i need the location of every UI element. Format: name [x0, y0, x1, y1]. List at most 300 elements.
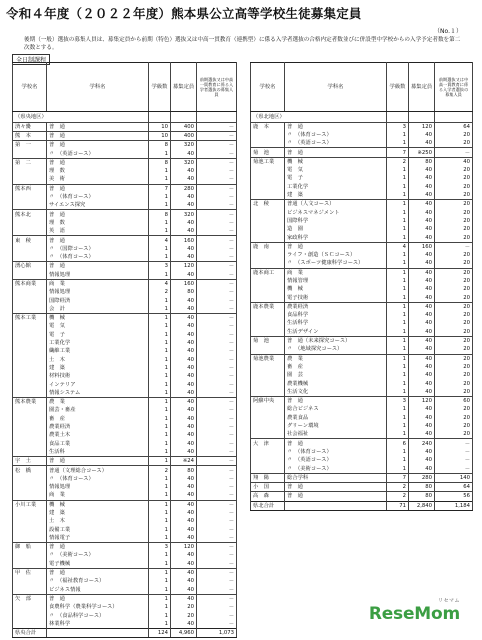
table-row [13, 483, 237, 491]
capacity-value: 40 [171, 193, 197, 201]
early-selection-value: 20 [435, 225, 473, 233]
school-name [13, 288, 47, 296]
department-name: 普 通 [47, 236, 149, 245]
table-row [13, 380, 237, 388]
early-selection-value: － [197, 525, 237, 533]
class-count: 1 [149, 167, 171, 175]
capacity-value: 40 [171, 372, 197, 380]
capacity-value: 40 [409, 251, 435, 259]
class-count: 1 [149, 577, 171, 585]
capacity-value: 40 [171, 586, 197, 595]
table-row [13, 423, 237, 431]
class-count: 2 [387, 492, 409, 501]
early-selection-value: 20 [435, 259, 473, 268]
column-header: 学科名 [285, 63, 387, 112]
capacity-value: 40 [409, 191, 435, 200]
area-cell [149, 112, 171, 123]
class-count: 3 [149, 262, 171, 271]
capacity-value: 40 [171, 305, 197, 314]
school-name [251, 277, 285, 285]
early-selection-value: 20 [435, 166, 473, 174]
department-name: 電 気 [47, 322, 149, 330]
department-name: 普 通 [47, 184, 149, 193]
department-name: 情報処理 [47, 288, 149, 296]
class-count: 1 [387, 208, 409, 216]
school-name [13, 245, 47, 253]
department-name: 〃 （地域探究コース） [285, 345, 387, 354]
table-row [13, 149, 237, 158]
table-row [13, 457, 237, 466]
table-row [13, 611, 237, 619]
table-row [251, 268, 473, 277]
capacity-value: 40 [171, 423, 197, 431]
capacity-value: 40 [171, 219, 197, 227]
early-selection-value: － [197, 439, 237, 447]
table-row [251, 157, 473, 166]
total-classes: 124 [149, 629, 171, 638]
total-row [13, 629, 237, 638]
school-name: 第 一 [13, 141, 47, 150]
early-selection-value: 20 [435, 430, 473, 439]
table-row [13, 491, 237, 500]
department-name: 畜 産 [285, 363, 387, 371]
school-name [251, 363, 285, 371]
early-selection-value: 20 [435, 379, 473, 387]
department-name: 電子技術 [285, 293, 387, 302]
school-name [13, 509, 47, 517]
department-name: 電 子 [47, 331, 149, 339]
capacity-value: 280 [171, 184, 197, 193]
class-count: 1 [149, 389, 171, 398]
department-name: 社会福祉 [285, 430, 387, 439]
department-name: 情報システム [47, 389, 149, 398]
school-name [13, 227, 47, 236]
department-name: 食品工業 [47, 439, 149, 447]
table-row [251, 174, 473, 182]
department-name: 〃 （英語コース） [47, 149, 149, 158]
school-name [13, 423, 47, 431]
table-row [13, 364, 237, 372]
department-name: 国際科学 [285, 217, 387, 225]
department-name: 普 通 [47, 262, 149, 271]
school-name [251, 414, 285, 422]
class-count: 1 [387, 414, 409, 422]
department-name: インテリア [47, 380, 149, 388]
capacity-value: 40 [409, 414, 435, 422]
department-name: 普 通 [47, 210, 149, 219]
school-name [13, 586, 47, 595]
school-name [13, 439, 47, 447]
header-note: 後期（一般）選抜の募集人員は、募集定員から前期（特色）選抜又は中高一貫教育（連携型）に係る入学者選抜の合格内定者数並びに併設型中学校からの入学予定者数を第二次数とする。 [24, 37, 461, 51]
table-row [13, 219, 237, 227]
school-name [251, 217, 285, 225]
class-count: 1 [387, 217, 409, 225]
page-number: （No.１） [434, 28, 462, 35]
early-selection-value: － [197, 331, 237, 339]
area-cell [387, 112, 409, 123]
table-row [251, 183, 473, 191]
early-selection-value: － [197, 262, 237, 271]
table-row [251, 336, 473, 345]
capacity-value: 320 [171, 158, 197, 167]
early-selection-value: － [197, 586, 237, 595]
class-count: 1 [387, 268, 409, 277]
early-selection-value: 20 [435, 251, 473, 259]
class-count: 1 [149, 364, 171, 372]
table-row [251, 363, 473, 371]
department-name: 英 語 [47, 227, 149, 236]
class-count: 10 [149, 131, 171, 140]
department-name: 〃 （食品科学コース） [47, 611, 149, 619]
early-selection-value: 20 [435, 277, 473, 285]
table-row [251, 430, 473, 439]
class-count: 1 [387, 354, 409, 363]
table-row [251, 473, 473, 482]
capacity-value: 120 [409, 122, 435, 131]
table-row [251, 191, 473, 200]
department-name: 普 通 [47, 457, 149, 466]
capacity-value: 40 [171, 406, 197, 414]
early-selection-value: － [197, 457, 237, 466]
table-row [13, 560, 237, 569]
department-name: 〃 （体育コース） [285, 131, 387, 139]
table-row [251, 285, 473, 293]
school-name [13, 331, 47, 339]
class-count: 1 [149, 611, 171, 619]
class-count: 1 [149, 331, 171, 339]
area-title-row [13, 112, 237, 123]
table-row [13, 466, 237, 475]
capacity-value: 40 [171, 364, 197, 372]
early-selection-value: － [197, 560, 237, 569]
department-name: 〃 （体育コース） [47, 193, 149, 201]
school-name [13, 149, 47, 158]
class-count: 1 [149, 415, 171, 423]
school-name [251, 448, 285, 456]
department-name: 建 築 [47, 364, 149, 372]
early-selection-value: 20 [435, 319, 473, 327]
class-count: 10 [149, 122, 171, 131]
table-row [13, 586, 237, 595]
class-count: 8 [149, 158, 171, 167]
capacity-value: 40 [171, 483, 197, 491]
capacity-value: 40 [409, 388, 435, 397]
class-count: 1 [387, 200, 409, 209]
school-name [13, 431, 47, 439]
capacity-value: 80 [171, 288, 197, 296]
capacity-value: 40 [171, 431, 197, 439]
school-name: 阿蘇中央 [251, 397, 285, 406]
department-name: 農 業 [285, 354, 387, 363]
department-name: 〃 （美術コース） [285, 464, 387, 473]
school-name [13, 356, 47, 364]
table-row [13, 389, 237, 398]
school-name [13, 534, 47, 543]
table-row [251, 345, 473, 354]
school-name [13, 347, 47, 355]
early-selection-value: 20 [435, 233, 473, 242]
table-row [13, 525, 237, 533]
class-count: 1 [149, 271, 171, 280]
class-count: 1 [387, 405, 409, 413]
department-name: 生活科 [47, 448, 149, 457]
class-count: 1 [387, 225, 409, 233]
class-count: 1 [149, 491, 171, 500]
early-selection-value: － [197, 620, 237, 629]
early-selection-value: 20 [435, 191, 473, 200]
capacity-value: 40 [409, 277, 435, 285]
area-cell: （県北地区） [251, 112, 387, 123]
class-count: 1 [387, 166, 409, 174]
class-count: 1 [149, 193, 171, 201]
school-name [251, 345, 285, 354]
table-row [13, 271, 237, 280]
class-count: 1 [387, 285, 409, 293]
early-selection-value: 20 [435, 345, 473, 354]
school-name [13, 167, 47, 175]
early-selection-value: 20 [435, 285, 473, 293]
capacity-value: 40 [409, 200, 435, 209]
early-selection-value: － [197, 543, 237, 552]
capacity-value: 40 [409, 293, 435, 302]
early-selection-value: 20 [435, 371, 473, 379]
school-name: 済々黌 [13, 122, 47, 131]
class-count: 4 [149, 236, 171, 245]
early-selection-value: 20 [435, 217, 473, 225]
department-name: 会 計 [47, 305, 149, 314]
department-name: 普 通 [285, 482, 387, 491]
early-selection-value: 20 [435, 268, 473, 277]
capacity-value: 40 [409, 336, 435, 345]
school-name: 翔 陽 [251, 473, 285, 482]
early-selection-value: 20 [435, 388, 473, 397]
class-count: 1 [387, 319, 409, 327]
school-name [251, 456, 285, 464]
department-name: 食農科学（農業科学コース） [47, 603, 149, 611]
school-name: 湧心館 [13, 262, 47, 271]
class-count: 1 [387, 191, 409, 200]
department-name: 農業土木 [47, 431, 149, 439]
school-name [13, 406, 47, 414]
department-name: 園 芸 [285, 371, 387, 379]
class-count: 1 [387, 302, 409, 311]
early-selection-value: － [435, 456, 473, 464]
capacity-value: 80 [409, 482, 435, 491]
early-selection-value: 20 [435, 354, 473, 363]
capacity-value: 40 [409, 233, 435, 242]
capacity-value: 40 [409, 174, 435, 182]
department-name: 繊維工業 [47, 347, 149, 355]
class-count: 3 [149, 543, 171, 552]
early-selection-value: － [197, 415, 237, 423]
school-name [13, 448, 47, 457]
early-selection-value: － [197, 279, 237, 288]
table-row [13, 253, 237, 262]
table-row [13, 331, 237, 339]
school-name [251, 285, 285, 293]
school-name: 高 森 [251, 492, 285, 501]
capacity-value: 40 [409, 225, 435, 233]
department-name: 土 木 [47, 517, 149, 525]
capacity-value: 40 [171, 167, 197, 175]
capacity-value: 40 [171, 517, 197, 525]
class-count: 2 [149, 466, 171, 475]
school-name: 宇 土 [13, 457, 47, 466]
resemom-logo [368, 598, 460, 624]
early-selection-value: － [197, 288, 237, 296]
capacity-value: 320 [171, 141, 197, 150]
department-name: 生活デザイン [285, 328, 387, 337]
capacity-value: 40 [171, 347, 197, 355]
school-name [251, 371, 285, 379]
capacity-value: 400 [171, 122, 197, 131]
department-name: 農業食品 [285, 414, 387, 422]
school-name: 松 橋 [13, 466, 47, 475]
department-name: 普 通 [47, 131, 149, 140]
class-count: 1 [387, 328, 409, 337]
class-count: 1 [149, 219, 171, 227]
table-row [13, 356, 237, 364]
capacity-value: 160 [171, 236, 197, 245]
school-name: 菊 池 [251, 336, 285, 345]
table-row [251, 208, 473, 216]
capacity-value: 40 [171, 560, 197, 569]
class-count: 3 [387, 122, 409, 131]
capacity-value: 40 [171, 525, 197, 533]
school-name [251, 131, 285, 139]
capacity-value: 40 [171, 271, 197, 280]
class-count: 1 [387, 379, 409, 387]
class-count: 1 [387, 448, 409, 456]
class-count: 1 [149, 551, 171, 559]
school-name [13, 175, 47, 184]
school-name: 第 二 [13, 158, 47, 167]
table-row [251, 251, 473, 259]
capacity-value: 320 [171, 210, 197, 219]
early-selection-value: 20 [435, 293, 473, 302]
school-name: 熊本商業 [13, 279, 47, 288]
table-row [251, 482, 473, 491]
capacity-value: 40 [409, 166, 435, 174]
class-count: 1 [149, 457, 171, 466]
department-name: 設備工業 [47, 525, 149, 533]
class-count: 1 [149, 594, 171, 603]
department-name: 商 業 [47, 279, 149, 288]
school-name [13, 491, 47, 500]
class-count: 3 [387, 397, 409, 406]
table-row [251, 259, 473, 268]
class-count: 1 [387, 336, 409, 345]
early-selection-value: － [197, 380, 237, 388]
school-name: 鹿本商工 [251, 268, 285, 277]
early-selection-value: 56 [435, 492, 473, 501]
table-row [13, 141, 237, 150]
table-row [13, 372, 237, 380]
department-name: 工業化学 [47, 339, 149, 347]
school-name [251, 319, 285, 327]
school-name: 熊本北 [13, 210, 47, 219]
department-name: 生活科学 [285, 319, 387, 327]
class-count: 1 [149, 245, 171, 253]
school-name [251, 464, 285, 473]
department-name: 情報管理 [285, 277, 387, 285]
department-name: 国際経済 [47, 296, 149, 304]
table-row [13, 517, 237, 525]
class-count: 1 [387, 456, 409, 464]
capacity-value: 40 [409, 363, 435, 371]
early-selection-value: － [197, 201, 237, 210]
department-name: 普 通 [47, 158, 149, 167]
early-selection-value: － [197, 551, 237, 559]
table-row [251, 200, 473, 209]
table-row [13, 577, 237, 585]
table-row [13, 509, 237, 517]
column-header: 前期選抜又は中高一貫教育に係る入学者選抜の募集人員 [197, 63, 237, 112]
table-row [13, 175, 237, 184]
table-row [251, 354, 473, 363]
capacity-value: 80 [171, 466, 197, 475]
total-spacer [285, 501, 387, 510]
capacity-value: 160 [171, 279, 197, 288]
capacity-value: 40 [171, 415, 197, 423]
column-header: 学級数 [149, 63, 171, 112]
table-row [13, 296, 237, 304]
early-selection-value: － [197, 227, 237, 236]
early-selection-value: － [197, 167, 237, 175]
total-label: 県北合計 [251, 501, 285, 510]
early-selection-value: － [197, 271, 237, 280]
early-selection-value: － [435, 242, 473, 251]
school-name [13, 305, 47, 314]
class-count: 8 [149, 141, 171, 150]
class-count: 4 [149, 279, 171, 288]
capacity-value: 40 [171, 594, 197, 603]
capacity-value: 40 [409, 464, 435, 473]
capacity-value: 40 [171, 577, 197, 585]
school-name [13, 483, 47, 491]
table-row [13, 500, 237, 509]
school-name [13, 364, 47, 372]
school-name: 東 稜 [13, 236, 47, 245]
table-row [13, 534, 237, 543]
early-selection-value: － [435, 448, 473, 456]
early-selection-value: － [197, 448, 237, 457]
table-row [13, 131, 237, 140]
table-row [251, 233, 473, 242]
school-name [13, 517, 47, 525]
class-count: 1 [149, 560, 171, 569]
early-selection-value: － [435, 439, 473, 448]
table-row [251, 422, 473, 430]
class-count: 1 [149, 227, 171, 236]
department-name: 情報処理 [47, 271, 149, 280]
table-row [251, 302, 473, 311]
department-name: 農業機械 [285, 379, 387, 387]
area-cell: （県央地区） [13, 112, 149, 123]
class-count: 1 [149, 431, 171, 439]
early-selection-value: － [197, 594, 237, 603]
total-classes: 71 [387, 501, 409, 510]
capacity-value: 40 [409, 354, 435, 363]
early-selection-value: － [197, 245, 237, 253]
capacity-value: 40 [171, 509, 197, 517]
school-name [251, 405, 285, 413]
class-count: 1 [149, 603, 171, 611]
early-selection-value: － [197, 305, 237, 314]
school-name: 御 船 [13, 543, 47, 552]
department-name: 材料技術 [47, 372, 149, 380]
column-header: 前期選抜又は中高一貫教育に係る入学者選抜の募集人員 [435, 63, 473, 112]
